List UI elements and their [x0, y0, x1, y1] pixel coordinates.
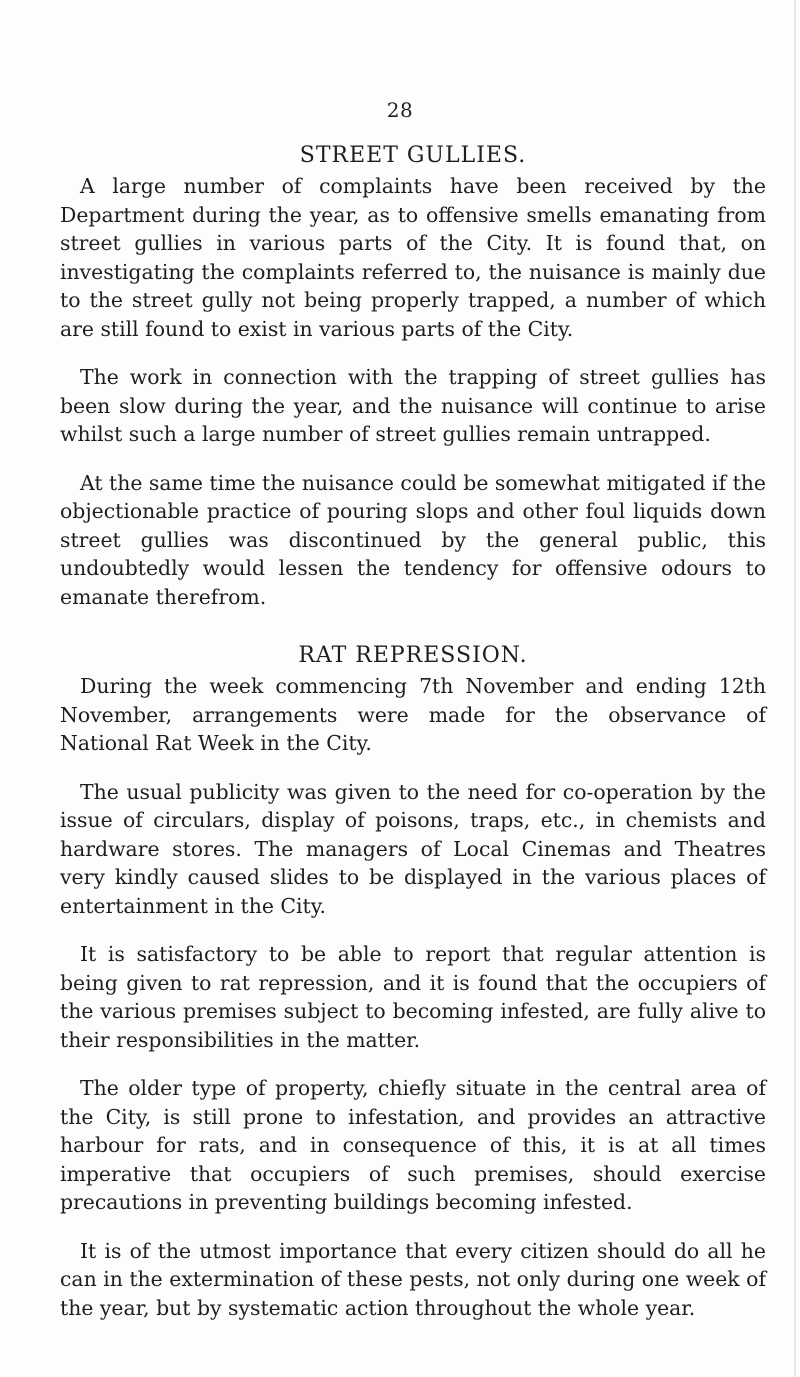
paragraph-rat-repression-5: It is of the utmost importance that every citizen should do all he can in the extermination of these pests, not only during one week of the year, but by systematic action throughout the whole year. — [60, 1238, 766, 1320]
paragraph-rat-repression-3: It is satisfactory to be able to report that regular attention is being given to rat repression, and it is found that the occupiers of the various premises subject to becoming infested, are fully alive to their responsibilities in the matter. — [60, 942, 766, 1052]
paragraph-rat-repression-4: The older type of property, chiefly situate in the central area of the City, is still prone to infestation, and provides an attractive harbour for rats, and in consequence of this, it is at all times imperative that occupiers of such premises, should exercise precautions in preventing buildings becoming infested. — [60, 1076, 766, 1214]
paragraph-rat-repression-1: During the week commencing 7th November and ending 12th November, arrangements were made for the observance of National Rat Week in the City. — [60, 674, 766, 755]
page-number: 28 — [386, 98, 414, 122]
paragraph-street-gullies-3: At the same time the nuisance could be somewhat mitigated if the objectionable practice of pouring slops and other foul liquids down street gullies was discontinued by the general public, this undoubtedly would lessen the tendency for offensive odours to emanate therefrom. — [60, 470, 766, 609]
section-street-gullies — [60, 140, 766, 611]
page-content — [60, 140, 766, 1322]
page-edge-shadow — [794, 0, 796, 1377]
paragraph-rat-repression-2: The usual publicity was given to the need for co-operation by the issue of circulars, display of poisons, traps, etc., in chemists and hardware stores. The managers of Local Cinemas and Theatres very kindly caused slides to be displayed in the various places of entertainment in the City. — [60, 779, 766, 918]
paragraph-street-gullies-1: A large number of complaints have been received by the Department during the year, as to offensive smells emanating from street gullies in various parts of the City. It is found that, on investigating the complaints referred to, the nuisance is mainly due to the street gully not being properly trapped, a number of which are still found to exist in various parts of the City. — [60, 174, 766, 341]
section-rat-repression — [60, 640, 766, 1322]
section-heading-rat-repression: RAT REPRESSION. — [298, 643, 528, 668]
paragraph-street-gullies-2: The work in connection with the trapping of street gullies has been slow during the year, and the nuisance will continue to arise whilst such a large number of street gullies remain untrapped. — [60, 365, 766, 446]
section-heading-street-gullies: STREET GULLIES. — [299, 143, 527, 168]
